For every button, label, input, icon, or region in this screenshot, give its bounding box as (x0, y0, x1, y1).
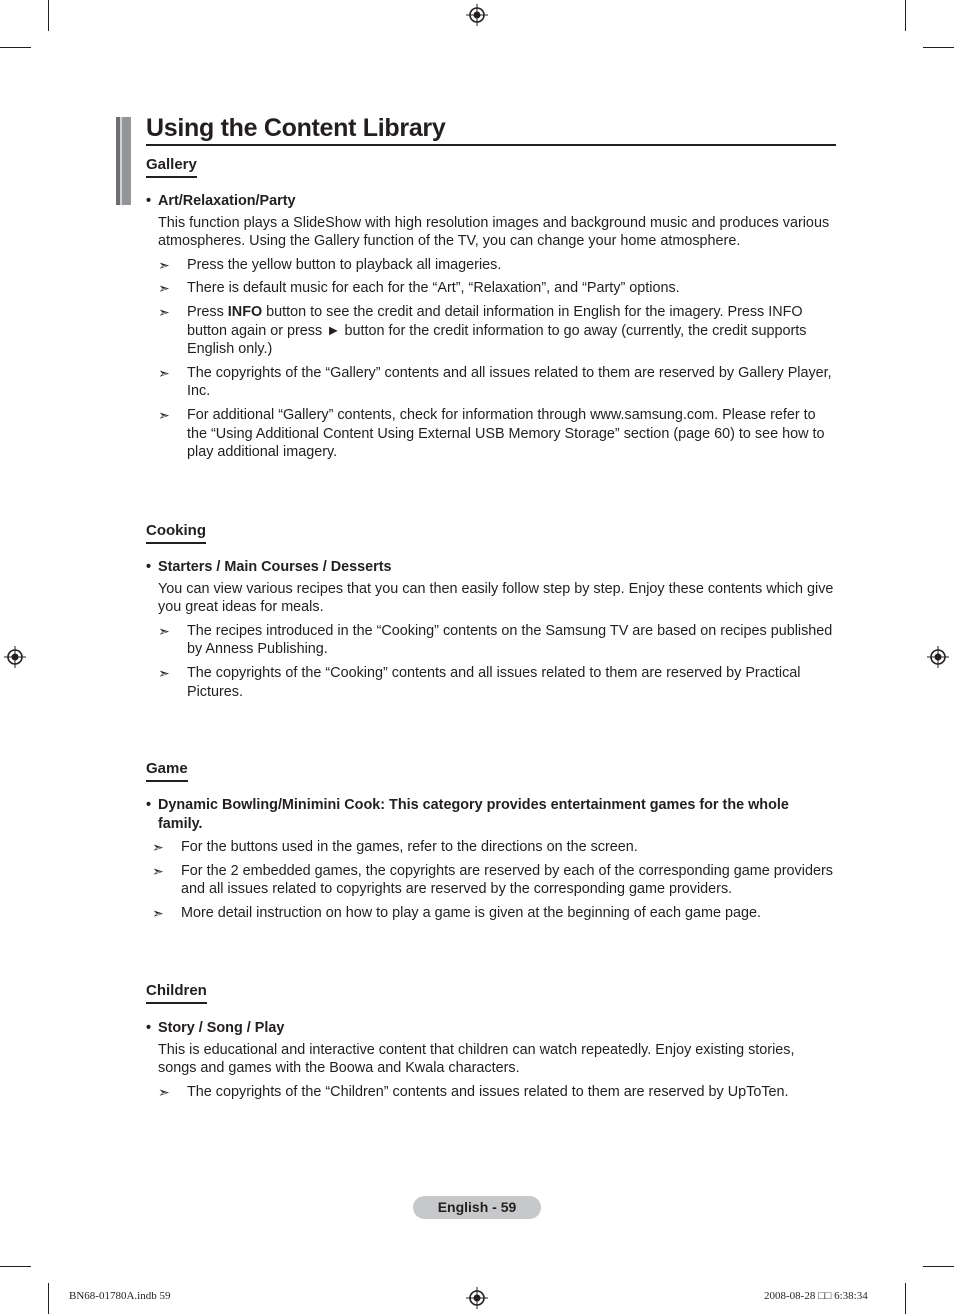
section-children (146, 1019, 836, 1106)
note-text: For the 2 embedded games, the copyrights are reserved by each of the corresponding game providers and all issues related to copyrights are reserved by the corresponding game providers. (181, 862, 833, 898)
note-arrow-icon: ➣ (158, 280, 170, 297)
print-slug-file: BN68-01780A.indb 59 (69, 1290, 171, 1302)
section-game (146, 796, 836, 928)
section-description: This is educational and interactive content that children can watch repeatedly. Enjoy existing stories, songs and games with the Boowa and Kwala characters. (158, 1041, 795, 1077)
note-text: The recipes introduced in the “Cooking” contents on the Samsung TV are based on recipes published by Anness Publishing. (187, 622, 833, 658)
note-text: For additional “Gallery” contents, check for information through www.samsung.com. Please refer to the “Using Additional Content Using External USB Memory Storage” section (page 60) to see how to play additional imagery. (187, 406, 825, 461)
bullet-label: Story / Song / Play (158, 1020, 285, 1036)
bullet-item (146, 1019, 836, 1038)
note-arrow-icon: ➣ (158, 622, 170, 639)
note-arrow-icon: ➣ (158, 664, 170, 681)
page-title: Using the Content Library (146, 112, 836, 146)
note-list (146, 838, 836, 922)
note-item (146, 838, 836, 857)
bullet-icon: • (146, 193, 152, 209)
note-arrow-icon: ➣ (158, 1083, 170, 1100)
note-arrow-icon: ➣ (158, 406, 170, 423)
section-cooking (146, 558, 836, 706)
note-text: The copyrights of the “Gallery” contents and all issues related to them are reserved by Gallery Player, Inc. (187, 364, 832, 400)
section-heading-game: Game (146, 759, 188, 782)
note-item (146, 303, 836, 359)
crop-mark-icon (48, 1283, 49, 1314)
registration-mark-icon (466, 1287, 488, 1309)
note-text: The copyrights of the “Cooking” contents and all issues related to them are reserved by Practical Pictures. (187, 664, 801, 700)
bullet-label: Starters / Main Courses / Desserts (158, 559, 392, 575)
note-arrow-icon: ➣ (158, 256, 170, 273)
section-heading-children: Children (146, 981, 207, 1004)
note-item (146, 664, 836, 701)
note-arrow-icon: ➣ (158, 303, 170, 320)
note-item (146, 406, 836, 462)
note-item (146, 862, 836, 899)
info-key-label: INFO (227, 303, 263, 320)
note-text: Press the yellow button to playback all imageries. (187, 256, 502, 273)
note-text: More detail instruction on how to play a game is given at the beginning of each game page. (181, 904, 761, 921)
bullet-item (146, 796, 836, 833)
crop-mark-icon (905, 1283, 906, 1314)
bullet-item (146, 558, 836, 577)
note-arrow-icon: ➣ (158, 364, 170, 381)
note-text: For the buttons used in the games, refer to the directions on the screen. (181, 839, 638, 856)
bullet-icon: • (146, 797, 152, 813)
section-heading-cooking: Cooking (146, 521, 206, 544)
note-arrow-icon: ➣ (152, 862, 164, 879)
note-text-press: Press (187, 303, 224, 320)
note-item (146, 622, 836, 659)
print-slug-timestamp: 2008-08-28 □□ 6:38:34 (764, 1290, 868, 1302)
crop-mark-icon (48, 0, 49, 31)
crop-mark-icon (905, 0, 906, 31)
section-gallery (146, 192, 836, 467)
note-item (146, 1083, 836, 1102)
note-list (146, 622, 836, 701)
note-list (146, 256, 836, 462)
note-text: There is default music for each for the “Art”, “Relaxation”, and “Party” options. (187, 280, 680, 297)
note-item (146, 904, 836, 923)
bullet-label: Dynamic Bowling/Minimini Cook: This category provides entertainment games for the whole family. (158, 797, 789, 832)
crop-mark-icon (923, 47, 954, 48)
bullet-icon: • (146, 1020, 152, 1036)
note-item (146, 279, 836, 298)
page-number-badge: English - 59 (413, 1196, 541, 1219)
registration-mark-icon (927, 646, 949, 668)
section-heading-gallery: Gallery (146, 155, 197, 178)
section-description: You can view various recipes that you can then easily follow step by step. Enjoy these contents which give you great ideas for meals. (158, 580, 834, 616)
section-description: This function plays a SlideShow with high resolution images and background music and produces various atmospheres. Using the Gallery function of the TV, you can change your home atmosphere. (158, 214, 830, 250)
title-accent-bar (116, 117, 131, 205)
registration-mark-icon (466, 4, 488, 26)
registration-mark-icon (4, 646, 26, 668)
note-arrow-icon: ➣ (152, 839, 164, 856)
crop-mark-icon (923, 1266, 954, 1267)
bullet-item (146, 192, 836, 211)
note-item (146, 364, 836, 401)
note-arrow-icon: ➣ (152, 904, 164, 921)
note-text: button to see the credit and detail information in English for the imagery. Press INFO button again or press ► button for the credit information to go away (currently, the credit supports English only.) (187, 303, 807, 358)
note-list (146, 1083, 836, 1102)
bullet-label: Art/Relaxation/Party (158, 193, 296, 209)
bullet-icon: • (146, 559, 152, 575)
note-text: The copyrights of the “Children” contents and issues related to them are reserved by UpToTen. (187, 1083, 789, 1100)
note-item (146, 256, 836, 275)
crop-mark-icon (0, 47, 31, 48)
crop-mark-icon (0, 1266, 31, 1267)
